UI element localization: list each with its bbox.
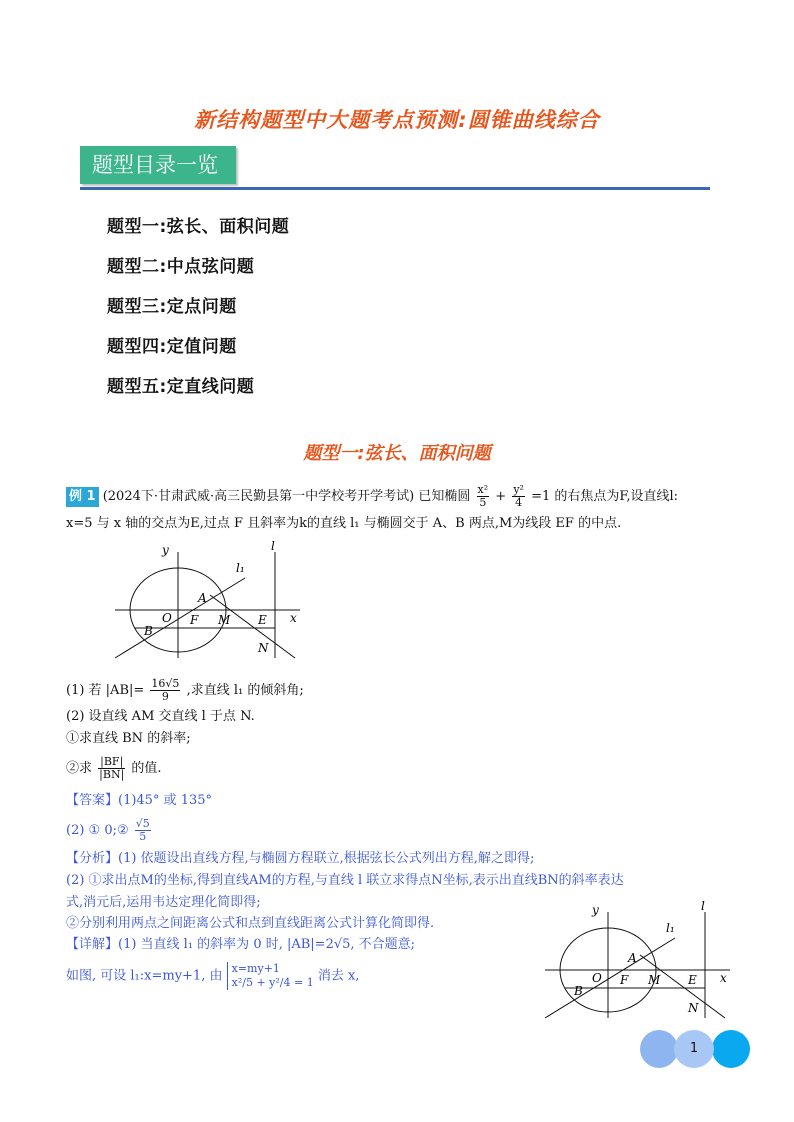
- conic-figure-2: [540, 900, 740, 1025]
- fig-label-m: M: [218, 613, 231, 627]
- example-line-2: x=5 与 x 轴的交点为E,过点 F 且斜率为k的直线 l₁ 与椭圆交于 A、B 两点,M为线段 EF 的中点.: [66, 516, 622, 531]
- analysis-line-3: 式,消元后,运用韦达定理化简即得;: [66, 895, 261, 910]
- analysis-line-4: ②分别利用两点之间距离公式和点到直线距离公式计算化简即得.: [66, 916, 435, 931]
- fig-label-x: x: [290, 611, 297, 625]
- svg-text:N: N: [688, 1001, 699, 1015]
- conic-figure-1: [110, 540, 310, 665]
- fig-label-l: l: [271, 540, 275, 553]
- svg-text:M: M: [648, 973, 661, 987]
- svg-text:y: y: [592, 903, 599, 917]
- svg-text:E: E: [688, 973, 697, 987]
- fig-label-o: O: [162, 611, 172, 625]
- equation-system: x=my+1 x²/5 + y²/4 = 1: [227, 962, 314, 990]
- example-intro-b: =1 的右焦点为F,设直线l:: [531, 489, 679, 504]
- analysis-line-1: 【分析】(1) 依题设出直线方程,与椭圆方程联立,根据弦长公式列出方程,解之即得;: [66, 851, 535, 866]
- answer-fraction: $\frac{√5}{5}$: [135, 817, 150, 843]
- section-title: 题型一:弦长、面积问题: [303, 443, 491, 464]
- fig-label-a: A: [198, 591, 207, 605]
- fig-label-b: B: [144, 624, 153, 638]
- page-number: 1: [674, 1030, 714, 1068]
- ellipse-y-fraction: $\frac{\text{y²}}{4}$: [513, 483, 524, 509]
- question-1: (1) 若 |AB|= $\frac{16√5}{9}$ ,求直线 l₁ 的倾斜角;: [66, 677, 304, 703]
- ellipse-x-fraction: $\frac{\text{x²}}{5}$: [477, 483, 489, 509]
- fig-label-n: N: [258, 641, 269, 655]
- svg-text:B: B: [574, 984, 583, 998]
- example-badge: 例 1: [66, 487, 99, 507]
- document-title: 新结构题型中大题考点预测:圆锥曲线综合: [194, 108, 600, 132]
- example-line-1: 例 1 (2024下·甘肃武威·高三民勤县第一中学校考开学考试) 已知椭圆 $\frac{\text{x²}}{5}$ + $\frac{\text{y²}}{4}$ =1 的右焦点为F,设直线l:: [66, 484, 678, 509]
- example-source: (2024下·甘肃武威·高三民勤县第一中学校考开学考试): [102, 489, 415, 504]
- svg-text:l: l: [701, 900, 705, 913]
- toc-item-5: 题型五:定直线问题: [107, 377, 255, 397]
- page-deco-circle-right: [712, 1030, 750, 1068]
- svg-text:x: x: [720, 971, 727, 985]
- bf-bn-fraction: $\frac{|BF|}{|BN|}$: [99, 755, 125, 781]
- fig-label-l1: l₁: [236, 561, 245, 575]
- page-deco-circle-left: [640, 1030, 678, 1068]
- fig-label-e: E: [258, 613, 267, 627]
- svg-text:F: F: [620, 973, 629, 987]
- fig-label-f: F: [190, 613, 199, 627]
- toc-item-3: 题型三:定点问题: [107, 297, 237, 317]
- directory-divider: [80, 187, 710, 190]
- svg-text:O: O: [592, 971, 602, 985]
- toc-item-1: 题型一:弦长、面积问题: [107, 217, 290, 237]
- answer-line-2: (2) ① 0;② $\frac{√5}{5}$: [66, 817, 150, 843]
- ab-length-fraction: $\frac{16√5}{9}$: [151, 677, 180, 703]
- question-2-1: ①求直线 BN 的斜率;: [66, 731, 191, 746]
- solution-line-2: 如图, 可设 l₁:x=my+1, 由 x=my+1 x²/5 + y²/4 = 1 消去 x,: [66, 962, 360, 989]
- directory-banner: 题型目录一览: [80, 146, 236, 184]
- example-intro-a: 已知椭圆: [418, 489, 471, 504]
- svg-text:l₁: l₁: [666, 921, 675, 935]
- question-2: (2) 设直线 AM 交直线 l 于点 N.: [66, 709, 255, 724]
- toc-item-4: 题型四:定值问题: [107, 337, 237, 357]
- fig-label-y: y: [162, 543, 169, 557]
- question-2-2: ②求 $\frac{|BF|}{|BN|}$ 的值.: [66, 755, 162, 781]
- toc-item-2: 题型二:中点弦问题: [107, 257, 255, 277]
- svg-text:A: A: [628, 951, 637, 965]
- solution-line-1: 【详解】(1) 当直线 l₁ 的斜率为 0 时, |AB|=2√5, 不合题意;: [66, 937, 416, 952]
- analysis-line-2: (2) ①求出点M的坐标,得到直线AM的方程,与直线 l 联立求得点N坐标,表示出直线BN的斜率表达: [66, 873, 624, 888]
- answer-line-1: 【答案】(1)45° 或 135°: [66, 793, 213, 808]
